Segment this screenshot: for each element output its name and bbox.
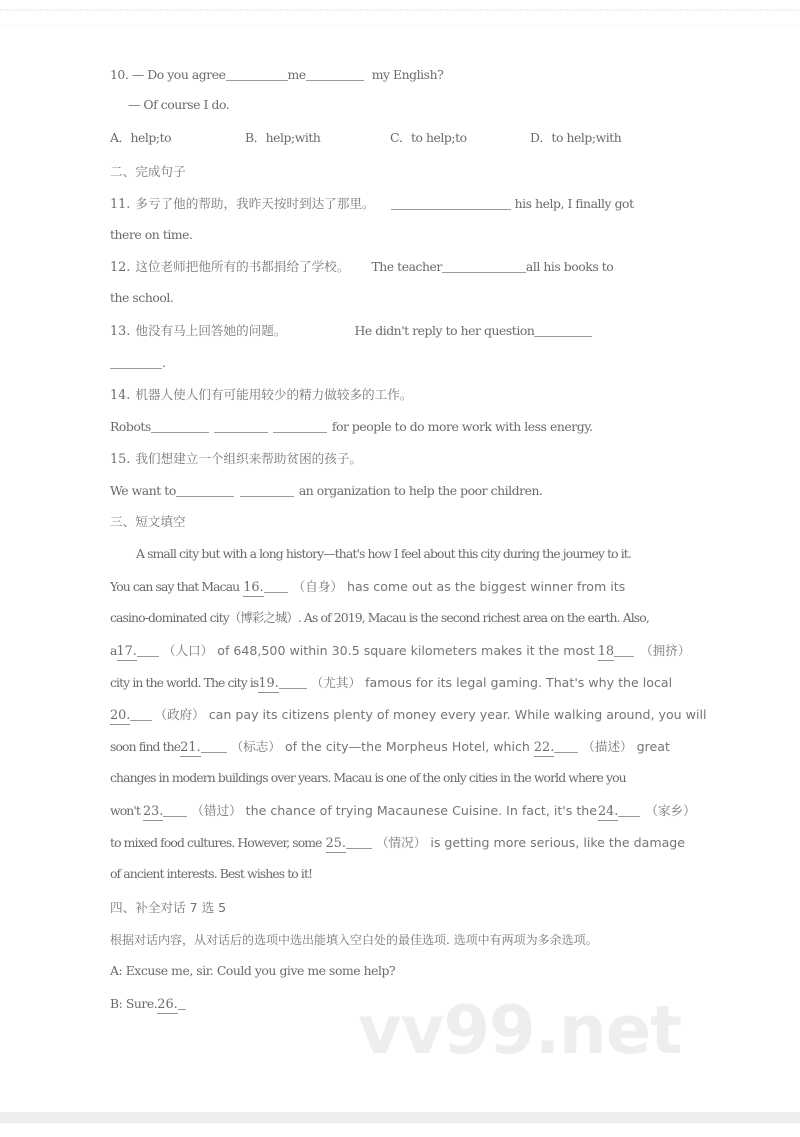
site-watermark: vv99.net: [358, 991, 682, 1069]
item-15-number: 15.: [110, 452, 131, 467]
dialogue-line-b: [110, 997, 186, 1012]
question-10-option-c[interactable]: C．to help;to: [390, 130, 467, 145]
question-10-option-a[interactable]: A．help;to: [110, 130, 172, 145]
passage-line-4-mid: （人口） of 648,500 within 30.5 square kilometers makes it the most: [162, 643, 595, 658]
item-15-blank-2: [240, 484, 294, 497]
passage-line-6: [110, 708, 706, 723]
dialogue-line-a: A: Excuse me, sir. Could you give me some help?: [110, 963, 396, 978]
passage-line-10-hint: （情况） is getting more serious, like the damage: [375, 835, 686, 850]
item-12-english-after: all his books to: [525, 259, 614, 274]
passage-line-10-prefix: to mixed food cultures. However, some: [110, 835, 322, 850]
passage-line-5-prefix: city in the world. The city is: [110, 675, 259, 690]
section-4-heading: 四、补全对话 7 选 5: [110, 900, 227, 915]
blank-20-label[interactable]: 20.: [110, 708, 131, 723]
blank-19-line[interactable]: [279, 676, 307, 689]
item-11-line-1: [110, 197, 634, 212]
passage-line-4-prefix: a: [110, 643, 117, 658]
blank-16-label[interactable]: 16.: [243, 580, 264, 595]
passage-line-7-mid: （标志） of the city—the Morpheus Hotel, which: [230, 739, 530, 754]
item-13-period: .: [162, 355, 166, 370]
item-15-line-2: [110, 484, 543, 497]
passage-line-4: [110, 644, 690, 659]
question-10-option-d[interactable]: D．to help;with: [530, 130, 622, 145]
passage-line-1: A small city but with a long history—that's how I feel about this city during the journey to it.: [136, 546, 631, 561]
blank-22-line[interactable]: [554, 740, 578, 753]
item-12-line-2: the school.: [110, 290, 174, 305]
item-15-line-1: [110, 452, 362, 467]
question-10-stem-end: my English?: [371, 67, 444, 82]
item-14-blank-1: [151, 420, 209, 433]
blank-25-label[interactable]: 25.: [325, 836, 346, 851]
section-2-heading: 二、完成句子: [110, 164, 186, 179]
blank-16-line[interactable]: [264, 580, 288, 593]
item-15-blank-1: [176, 484, 234, 497]
dialogue-line-b-text: B: Sure.: [110, 996, 158, 1011]
question-10-stem-text: 10. — Do you agree: [110, 67, 226, 82]
item-13-line-2: [110, 356, 166, 369]
question-10-blank-1: [226, 68, 288, 81]
blank-24-line[interactable]: [618, 804, 640, 817]
item-11-blank: [391, 197, 511, 210]
passage-line-7-prefix: soon find the: [110, 739, 181, 754]
blank-17-label[interactable]: 17.: [116, 644, 137, 659]
item-12-line-1: [110, 260, 613, 275]
section-4-instruction: 根据对话内容，从对话后的选项中选出能填入空白处的最佳选项. 选项中有两项为多余选项。: [110, 933, 598, 947]
item-13-line-1: [110, 324, 592, 339]
question-10-stem-mid: me: [287, 67, 306, 82]
item-11-number: 11.: [110, 197, 131, 212]
passage-line-2-hint: （自身） has come out as the biggest winner from its: [292, 579, 626, 594]
item-14-blank-3: [273, 420, 327, 433]
question-10-blank-2: [306, 68, 364, 81]
blank-22-label[interactable]: 22.: [533, 740, 555, 755]
blank-18-line[interactable]: [614, 644, 634, 657]
blank-23-line[interactable]: [163, 804, 187, 817]
item-14-english-before: Robots: [110, 419, 151, 434]
passage-line-5-hint: （尤其） famous for its legal gaming. That's why the local: [310, 675, 673, 690]
item-12-chinese: 这位老师把他所有的书都捐给了学校。: [135, 259, 350, 274]
passage-line-8: changes in modern buildings over years. Macau is one of the only cities in the world where you: [110, 770, 626, 785]
item-14-line-2: [110, 420, 593, 433]
blank-23-label[interactable]: 23.: [142, 804, 164, 819]
passage-line-7: [110, 740, 670, 755]
passage-line-7-hint: （描述） great: [582, 739, 670, 754]
blank-18-label[interactable]: 18: [597, 644, 615, 659]
item-14-blank-2: [214, 420, 268, 433]
item-15-english-after: an organization to help the poor children.: [298, 483, 543, 498]
item-13-chinese: 他没有马上回答她的问题。: [135, 323, 287, 338]
item-14-number: 14.: [110, 388, 131, 403]
item-13-blank-1: [534, 324, 592, 337]
blank-25-line[interactable]: [346, 836, 372, 849]
item-13-number: 13.: [110, 324, 131, 339]
passage-line-11: of ancient interests. Best wishes to it!: [110, 866, 313, 881]
blank-26-line[interactable]: [178, 997, 186, 1010]
passage-line-10: [110, 836, 685, 851]
item-12-english-before: The teacher: [371, 259, 442, 274]
passage-line-5: [110, 676, 672, 691]
passage-line-2-text: You can say that Macau: [110, 579, 240, 594]
blank-21-line[interactable]: [201, 740, 227, 753]
passage-line-3: casino-dominated city（博彩之城）. As of 2019, Macau is the second richest area on the earth. Also,: [110, 610, 649, 625]
item-11-chinese: 多亏了他的帮助，我昨天按时到达了那里。: [135, 196, 375, 211]
passage-line-6-text: （政府） can pay its citizens plenty of money every year. While walking around, you will: [154, 707, 707, 722]
section-3-heading: 三、短文填空: [110, 514, 186, 529]
item-11-line-2: there on time.: [110, 227, 193, 242]
blank-21-label[interactable]: 21.: [180, 740, 201, 755]
blank-24-label[interactable]: 24.: [597, 804, 619, 819]
item-14-line-1: [110, 388, 412, 403]
blank-17-line[interactable]: [137, 644, 159, 657]
item-13-blank-2: [110, 356, 162, 369]
item-13-english-before: He didn't reply to her question: [354, 323, 535, 338]
passage-line-4-hint: （拥挤）: [640, 643, 691, 658]
passage-line-2: [110, 580, 625, 595]
passage-line-9-mid: （错过） the chance of trying Macaunese Cuisine. In fact, it's the: [191, 803, 597, 818]
blank-19-label[interactable]: 19.: [258, 676, 279, 691]
item-14-english-after: for people to do more work with less energy.: [331, 419, 593, 434]
item-15-chinese: 我们想建立一个组织来帮助贫困的孩子。: [135, 451, 363, 466]
blank-20-line[interactable]: [130, 708, 152, 721]
passage-line-9: [110, 804, 696, 819]
question-10-answer: — Of course I do.: [128, 97, 230, 112]
passage-line-9-prefix: won't: [110, 803, 140, 818]
question-10-stem: [110, 68, 443, 81]
item-12-number: 12.: [110, 260, 131, 275]
scan-bottom-rule: [0, 1123, 800, 1124]
item-15-english-before: We want to: [110, 483, 176, 498]
item-14-chinese: 机器人使人们有可能用较少的精力做较多的工作。: [135, 387, 413, 402]
blank-26-label[interactable]: 26.: [157, 997, 178, 1012]
item-11-english-after: his help, I finally got: [514, 196, 634, 211]
passage-line-9-hint: （家乡）: [645, 803, 696, 818]
item-12-blank: [442, 260, 526, 273]
question-10-option-b[interactable]: B．help;with: [245, 130, 321, 145]
scan-bottom-band: [0, 1112, 800, 1123]
